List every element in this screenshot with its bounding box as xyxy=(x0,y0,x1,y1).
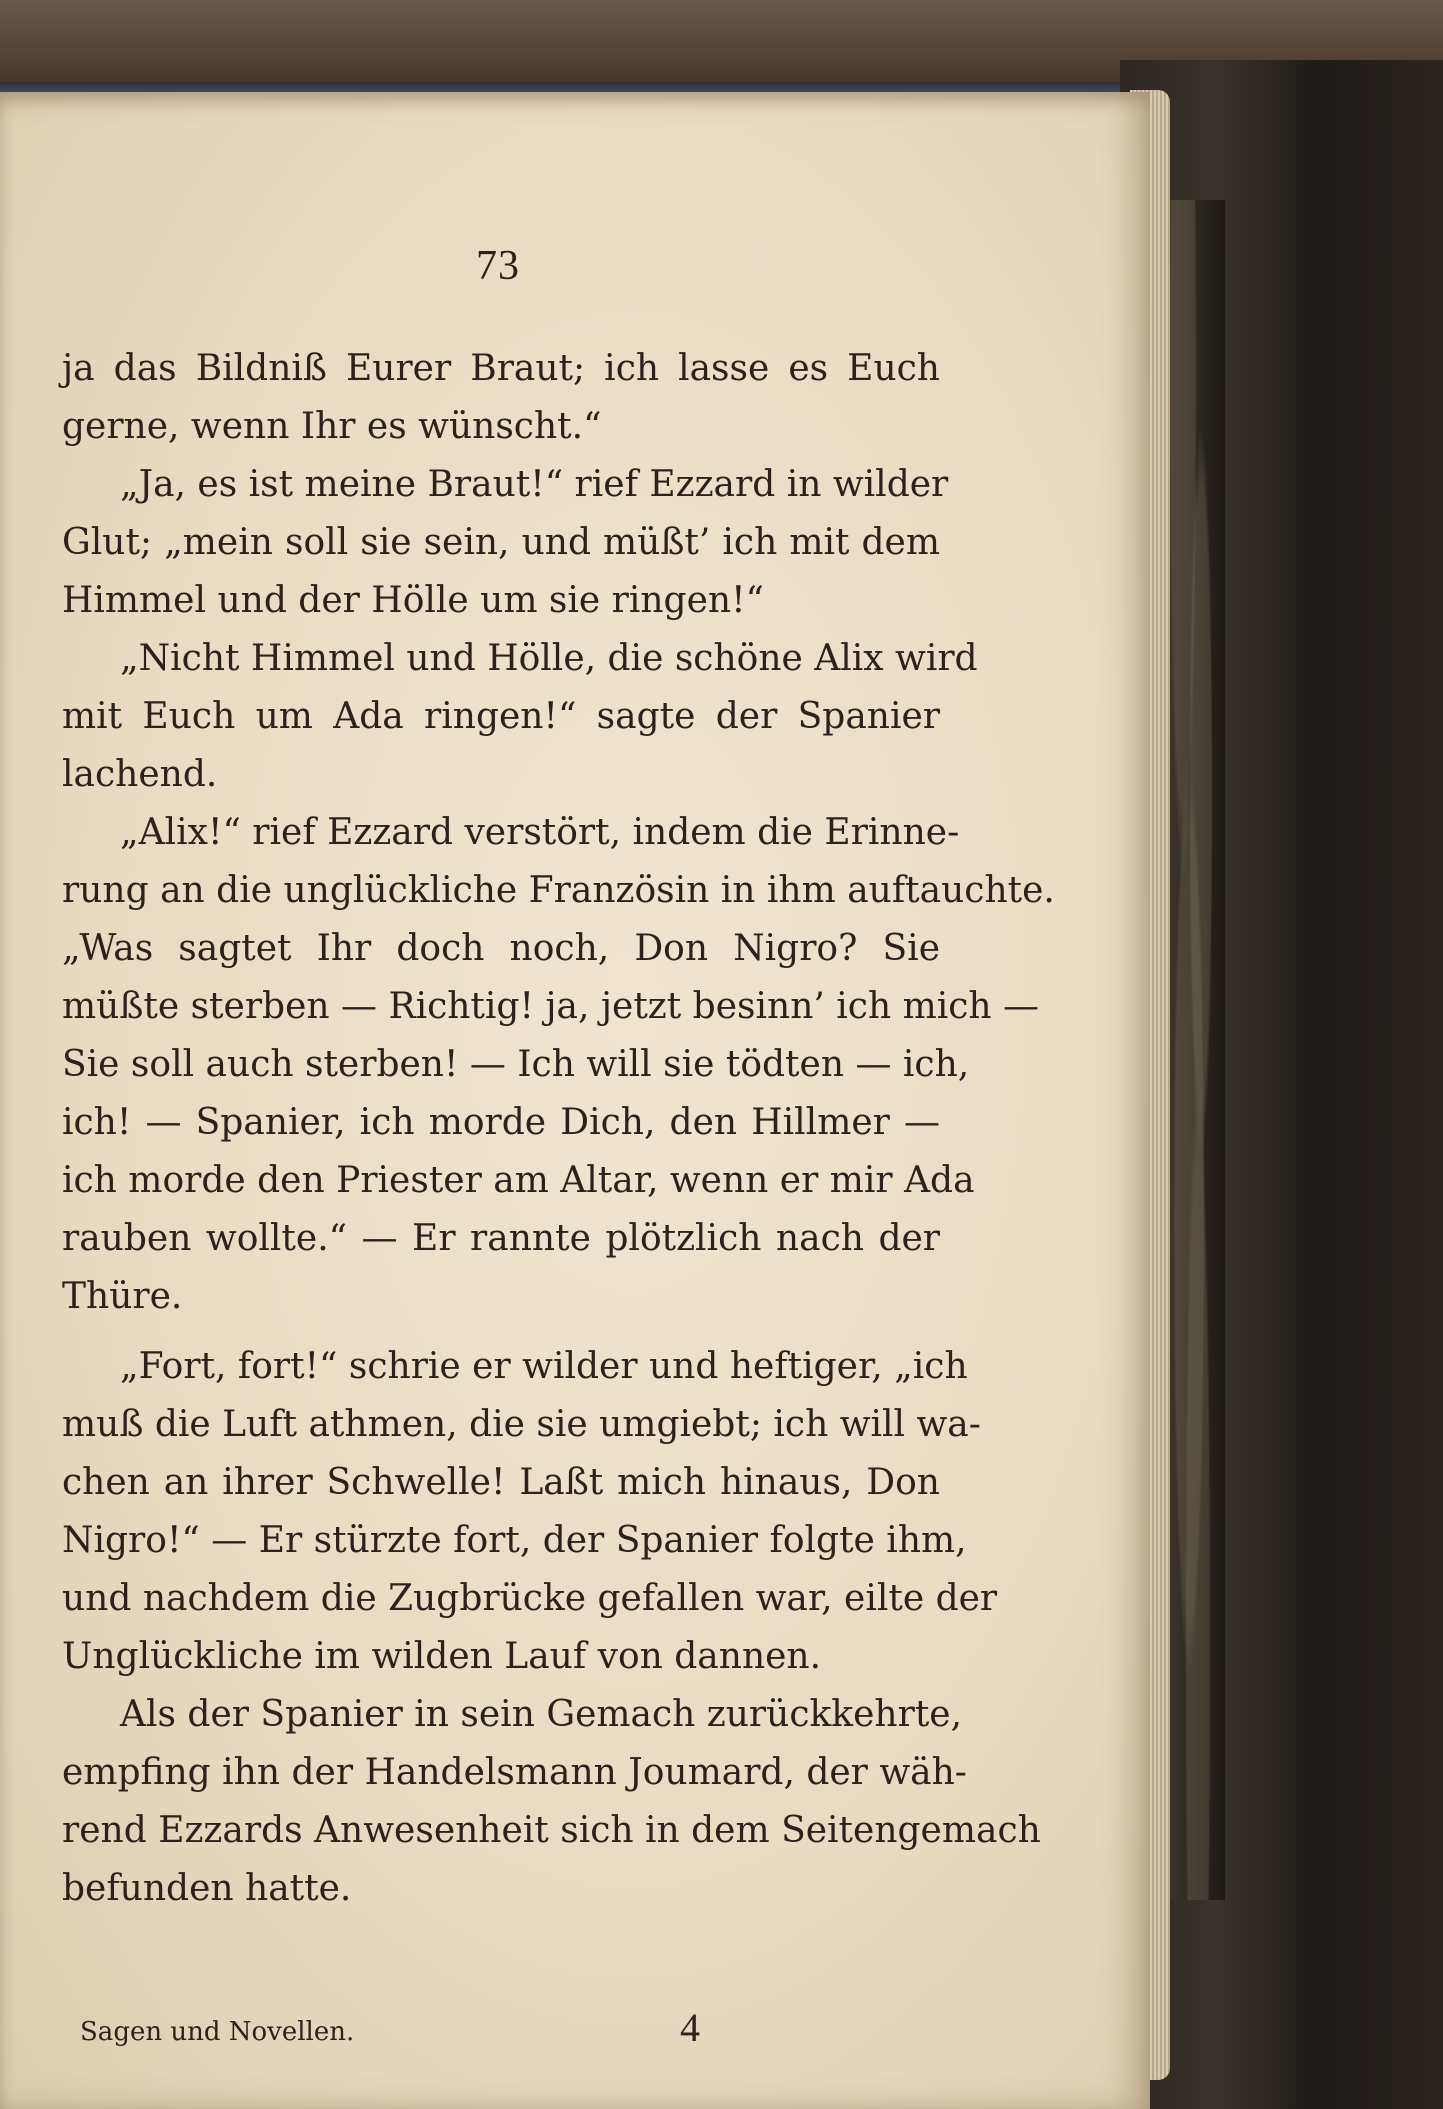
signature-mark: 4 xyxy=(680,2005,700,2050)
text-line: rung an die unglückliche Französin in ihm auftauchte. xyxy=(62,870,1055,911)
text-line: muß die Luft athmen, die sie umgiebt; ich will wa- xyxy=(62,1404,981,1445)
text-line: ja das Bildniß Eurer Braut; ich lasse es Euch xyxy=(62,348,940,389)
text-line: Unglückliche im wilden Lauf von dannen. xyxy=(62,1636,822,1677)
text-line: rend Ezzards Anwesenheit sich in dem Seitengemach xyxy=(62,1810,1041,1851)
book-page xyxy=(0,92,1150,2109)
text-line: „Was sagtet Ihr doch noch, Don Nigro? Sie xyxy=(62,928,940,969)
text-line: Glut; „mein soll sie sein, und müßt’ ich mit dem xyxy=(62,522,940,563)
text-line: Als der Spanier in sein Gemach zurückkehrte, xyxy=(120,1694,963,1735)
footer-book-title: Sagen und Novellen. xyxy=(80,2017,355,2047)
text-line: „Fort, fort!“ schrie er wilder und heftiger, „ich xyxy=(120,1346,968,1387)
page-number: 73 xyxy=(476,243,520,289)
text-line: „Ja, es ist meine Braut!“ rief Ezzard in wilder xyxy=(120,464,949,505)
text-line: „Nicht Himmel und Hölle, die schöne Alix wird xyxy=(120,638,978,679)
text-line: müßte sterben — Richtig! ja, jetzt besinn’ ich mich — xyxy=(62,986,1040,1027)
text-line: und nachdem die Zugbrücke gefallen war, eilte der xyxy=(62,1578,998,1619)
text-line: rauben wollte.“ — Er rannte plötzlich nach der xyxy=(62,1218,940,1259)
text-line: Himmel und der Hölle um sie ringen!“ xyxy=(62,580,764,621)
text-line: befunden hatte. xyxy=(62,1868,352,1909)
text-line: Sie soll auch sterben! — Ich will sie tödten — ich, xyxy=(62,1044,970,1085)
text-line: Nigro!“ — Er stürzte fort, der Spanier folgte ihm, xyxy=(62,1520,967,1561)
text-line: empfing ihn der Handelsmann Joumard, der wäh- xyxy=(62,1752,967,1793)
text-line: ich! — Spanier, ich morde Dich, den Hillmer — xyxy=(62,1102,940,1143)
text-line: lachend. xyxy=(62,754,218,795)
text-line: chen an ihrer Schwelle! Laßt mich hinaus, Don xyxy=(62,1462,940,1503)
text-line: ich morde den Priester am Altar, wenn er mir Ada xyxy=(62,1160,975,1201)
body-text xyxy=(62,340,1055,1918)
book-cover-marbling xyxy=(1165,200,1225,1900)
text-line: gerne, wenn Ihr es wünscht.“ xyxy=(62,406,602,447)
text-line: mit Euch um Ada ringen!“ sagte der Spanier xyxy=(62,696,940,737)
text-line: „Alix!“ rief Ezzard verstört, indem die Erinne- xyxy=(120,812,960,853)
text-line: Thüre. xyxy=(62,1276,183,1317)
